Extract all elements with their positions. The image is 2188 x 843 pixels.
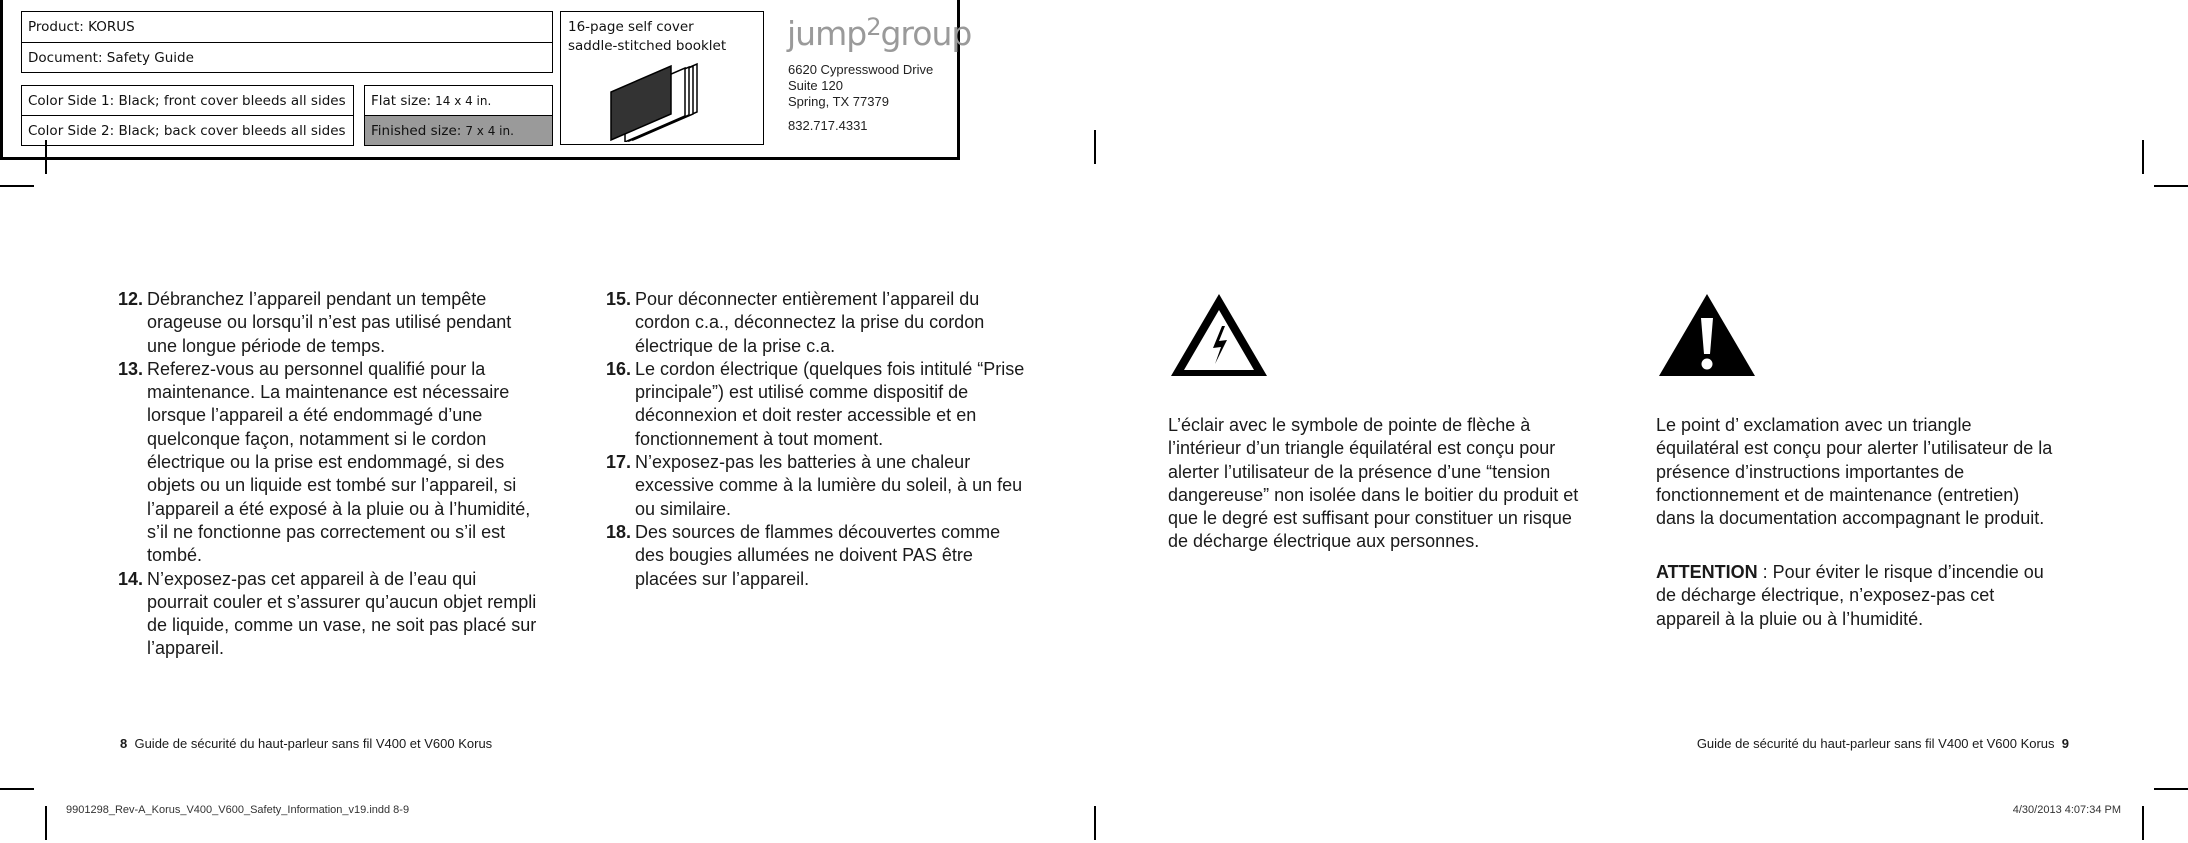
list-item	[605, 521, 1028, 591]
list-item-number: 18.	[605, 521, 631, 542]
crop-mark	[45, 806, 47, 840]
footer-title-left: Guide de sécurité du haut-parleur sans fil V400 et V600 Korus	[134, 736, 493, 751]
exclamation-warning-icon	[1655, 290, 1759, 380]
crop-mark	[2142, 140, 2144, 174]
list-item	[605, 288, 1028, 358]
attention-label: ATTENTION	[1656, 562, 1758, 582]
list-item-number: 14.	[117, 568, 143, 589]
list-item-text: Débranchez l’appareil pendant un tempête orageuse ou lorsqu’il n’est pas utilisé pendant une longue période de temps.	[147, 289, 512, 356]
list-item-number: 15.	[605, 289, 631, 309]
booklet-description	[568, 18, 726, 56]
attention-notice	[1656, 561, 2056, 631]
crop-mark	[2154, 788, 2188, 790]
list-item	[117, 568, 540, 661]
phone-number: 832.717.4331	[788, 118, 868, 133]
document-label: Document: Safety Guide	[28, 49, 194, 66]
color-side-2-cell	[21, 115, 354, 146]
list-item-text: Pour déconnecter entièrement l’appareil du cordon c.a., déconnectez la prise du cordon électrique de la prise c.a.	[635, 289, 985, 356]
page-number-left: 8	[120, 736, 128, 751]
exclamation-description: Le point d’ exclamation avec un triangle équilatéral est conçu pour alerter l’utilisateur de la présence d’instructions importantes de fonctionnement et de maintenance (entretien) dans la documentation accompagnant le produit.	[1656, 415, 2053, 529]
document-cell	[21, 42, 553, 73]
flat-size-value: 14 x 4 in.	[435, 93, 492, 108]
crop-mark	[2142, 806, 2144, 840]
flat-size-cell	[364, 85, 553, 116]
lightning-description: L’éclair avec le symbole de pointe de flèche à l’intérieur d’un triangle équilatéral est conçu pour alerter l’utilisateur de la présence d’une “tension dangereuse” non isolée dans le boitier du produit et que le degré est suffisant pour constituer un risque de décharge électrique aux personnes.	[1168, 415, 1579, 552]
booklet-cell	[560, 11, 764, 145]
logo-text-jump: jump	[787, 14, 867, 53]
list-item-number: 16.	[605, 358, 631, 379]
safety-list-column-1	[117, 288, 540, 661]
list-item-text: Le cordon électrique (quelques fois intitulé “Prise principale”) est utilisé comme dispositif de déconnexion et doit rester accessible et en fonctionnement à tout moment.	[635, 358, 1025, 449]
product-label: Product: KORUS	[28, 19, 135, 35]
product-cell	[21, 11, 553, 43]
booklet-line-1: 16-page self cover	[568, 19, 694, 35]
list-item	[117, 288, 540, 358]
left-page-footer	[120, 736, 492, 751]
address-line-3: Spring, TX 77379	[788, 94, 889, 109]
color-side-2-label: Color Side 2: Black; back cover bleeds all sides	[28, 122, 346, 139]
address-line-1: 6620 Cypresswood Drive	[788, 62, 934, 77]
finished-size-label: Finished size:	[371, 122, 462, 139]
finished-size-value: 7 x 4 in.	[465, 123, 514, 138]
jump2group-logo	[787, 14, 971, 53]
address-block	[788, 62, 933, 110]
footer-title-right: Guide de sécurité du haut-parleur sans fil V400 et V600 Korus	[1696, 736, 2055, 751]
print-spec-box	[0, 0, 972, 160]
attention-text: : Pour éviter le risque d’incendie ou de décharge électrique, n’exposez-pas cet appareil à la pluie ou à l’humidité.	[1656, 562, 2044, 629]
booklet-icon	[609, 62, 704, 142]
list-item-text: N’exposez-pas cet appareil à de l’eau qui pourrait couler et s’assurer qu’aucun objet rempli de liquide, comme un vase, ne soit pas placé sur l’appareil.	[147, 568, 537, 659]
list-item-number: 13.	[117, 358, 143, 379]
color-side-1-cell	[21, 85, 354, 116]
crop-mark	[2154, 185, 2188, 187]
list-item	[605, 451, 1028, 521]
safety-list-column-2	[605, 288, 1028, 591]
crop-mark	[0, 788, 34, 790]
booklet-line-2: saddle-stitched booklet	[568, 38, 727, 54]
list-item-text: Des sources de flammes découvertes comme des bougies allumées ne doivent PAS être placées sur l’appareil.	[635, 521, 1001, 589]
list-item-number: 17.	[605, 452, 631, 473]
list-item-number: 12.	[117, 289, 143, 309]
address-line-2: Suite 120	[788, 78, 843, 93]
right-page-footer	[1697, 736, 2069, 751]
fold-mark	[1094, 806, 1096, 840]
indd-filename-slug: 9901298_Rev-A_Korus_V400_V600_Safety_Information_v19.indd 8-9	[66, 804, 410, 816]
fold-mark	[1094, 130, 1096, 164]
lightning-warning-icon	[1167, 290, 1271, 380]
list-item	[117, 358, 540, 568]
list-item-text: Referez-vous au personnel qualifié pour la maintenance. La maintenance est nécessaire lorsque l’appareil a été endommagé d’une quelconque façon, notamment si le cordon électrique ou la prise est endommagé, si des objets ou un liquide est tombé sur l’appareil, si l’appareil a été exposé à la pluie ou à l’humidité, s’il ne fonctionne pas correctement ou s’il est tombé.	[147, 358, 531, 566]
crop-mark	[0, 185, 34, 187]
flat-size-label: Flat size:	[371, 92, 432, 109]
finished-size-cell	[364, 115, 553, 146]
color-side-1-label: Color Side 1: Black; front cover bleeds all sides	[28, 92, 346, 109]
list-item	[605, 358, 1028, 451]
page-number-right: 9	[2061, 736, 2069, 751]
logo-text-group: group	[880, 14, 972, 53]
logo-text-2: 2	[866, 13, 881, 41]
print-timestamp-slug: 4/30/2013 4:07:34 PM	[2012, 804, 2121, 816]
list-item-text: N’exposez-pas les batteries à une chaleur excessive comme à la lumière du soleil, à un feu ou similaire.	[635, 452, 1023, 519]
